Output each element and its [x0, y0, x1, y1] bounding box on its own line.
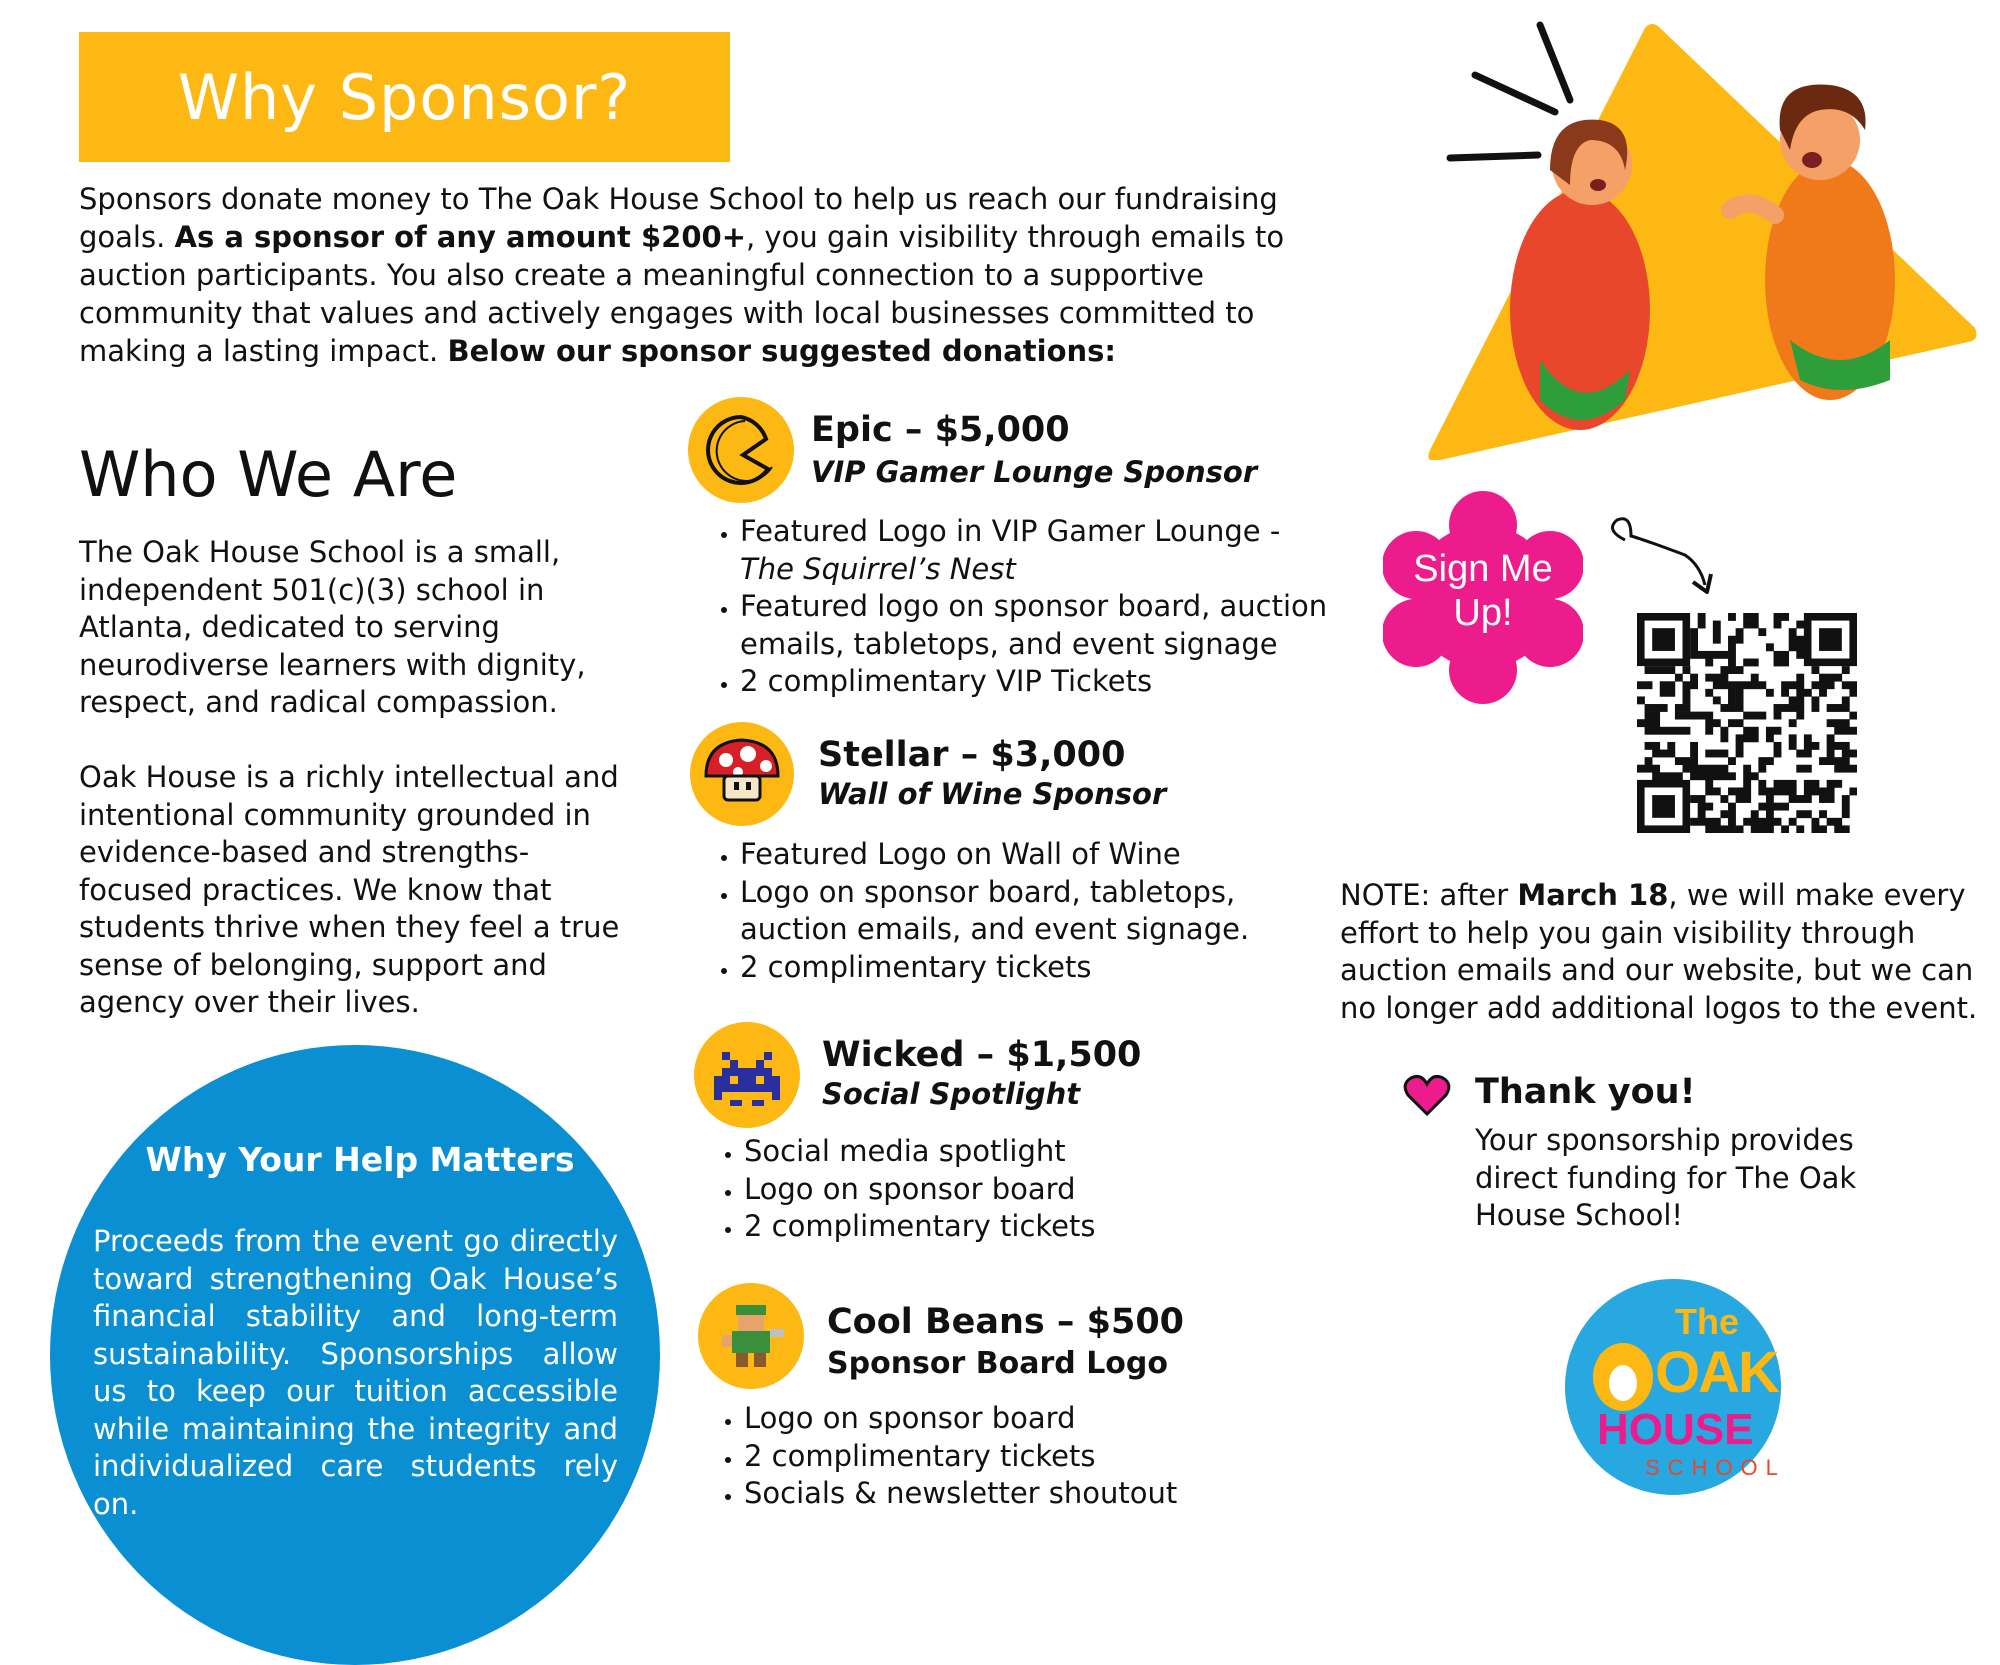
arrow-icon — [1605, 510, 1725, 600]
note-paragraph — [1340, 877, 1980, 1027]
help-matters-heading: Why Your Help Matters — [145, 1140, 575, 1179]
tier-coolbeans-name: Cool Beans – $500 — [827, 1302, 1185, 1342]
pacman-icon — [688, 397, 794, 503]
intro-text-2: , you gain visibility through emails to auction participants. You also create a meaningful connection to a supportive community that values and actively engages with local businesses committed to making a lasting impact. — [79, 220, 1285, 368]
who-we-are-heading: Who We Are — [79, 438, 458, 511]
list-item: • Logo on sponsor board, tabletops, auction emails, and event signage. — [740, 874, 1266, 949]
tier-wicked-benefits — [710, 1133, 1270, 1246]
list-item: • Social media spotlight — [744, 1133, 1270, 1171]
tier-coolbeans-sub: Sponsor Board Logo — [827, 1346, 1169, 1381]
intro-text-1: Sponsors donate money to The Oak House School to help us reach our fundraising goals. — [79, 182, 1278, 254]
list-item: • Featured logo on sponsor board, auction emails, tabletops, and event signage — [740, 588, 1346, 663]
list-item: • Logo on sponsor board — [744, 1400, 1350, 1438]
tier-epic-name: Epic – $5,000 — [811, 410, 1070, 450]
list-item: • 2 complimentary tickets — [744, 1438, 1350, 1476]
list-item: • 2 complimentary tickets — [744, 1208, 1270, 1246]
help-matters-text: Proceeds from the event go directly toward strengthening Oak House’s financial stability and long-term sustainability. Sponsorships allow us to keep our tuition accessible while maintaining the integrity and individualized care students rely on. — [93, 1224, 618, 1521]
tier-wicked-sub: Social Spotlight — [822, 1077, 1081, 1111]
tier-epic-sub: VIP Gamer Lounge Sponsor — [811, 455, 1258, 489]
logo-school: SCHOOL — [1645, 1455, 1786, 1480]
heart-icon — [1403, 1074, 1451, 1118]
squirrels-nest-text: The Squirrel’s Nest — [740, 551, 1016, 586]
list-item: • Featured Logo on Wall of Wine — [740, 836, 1266, 874]
tier-stellar-name: Stellar – $3,000 — [818, 735, 1126, 775]
list-item: • Featured Logo in VIP Gamer Lounge - The Squirrel’s Nest — [740, 513, 1346, 588]
page-title: Why Sponsor? — [177, 60, 632, 134]
list-item: • 2 complimentary tickets — [740, 949, 1266, 987]
thank-you-text: Your sponsorship provides direct funding for The Oak House School! — [1475, 1123, 1857, 1232]
sign-me-up-label-1: Sign Me — [1413, 548, 1553, 590]
thank-you-heading: Thank you! — [1475, 1072, 1696, 1112]
note-date: March 18 — [1517, 878, 1669, 912]
tier-wicked-name: Wicked – $1,500 — [822, 1035, 1142, 1075]
qr-code[interactable] — [1637, 613, 1857, 833]
why-sponsor-banner — [79, 32, 730, 162]
sign-me-up-label-2: Up! — [1453, 592, 1513, 634]
list-item: • Logo on sponsor board — [744, 1171, 1270, 1209]
tier-coolbeans-benefits — [710, 1400, 1350, 1513]
space-invader-icon — [694, 1022, 800, 1128]
who-paragraph-1: The Oak House School is a small, independent 501(c)(3) school in Atlanta, dedicated to serving neurodiverse learners with dignity, respect, and radical compassion. — [79, 535, 586, 719]
pixel-hero-icon — [698, 1283, 804, 1389]
mushroom-icon — [690, 722, 794, 826]
oak-house-logo — [1563, 1277, 1786, 1497]
logo-house: HOUSE — [1597, 1405, 1754, 1454]
who-paragraph-2: Oak House is a richly intellectual and intentional community grounded in evidence-based and strengths-focused practices. We know that students thrive when they feel a true sense of belonging, support and agency over their lives. — [79, 760, 620, 1019]
sign-me-up-button[interactable] — [1383, 485, 1583, 710]
note-suffix: , we will make every effort to help you gain visibility through auction emails and our website, but we can no longer add additional logos to the event. — [1340, 878, 1978, 1025]
note-prefix: NOTE: after — [1340, 878, 1518, 912]
intro-paragraph — [79, 180, 1299, 370]
logo-oak: OAK — [1655, 1340, 1778, 1405]
tier-epic-benefits — [706, 513, 1346, 701]
logo-the: The — [1675, 1301, 1740, 1342]
intro-bold-2: Below our sponsor suggested donations: — [447, 334, 1117, 368]
people-illustration — [1420, 20, 1980, 460]
tier-stellar-benefits — [706, 836, 1266, 986]
list-item: • 2 complimentary VIP Tickets — [740, 663, 1346, 701]
intro-bold-1: As a sponsor of any amount $200+ — [174, 220, 746, 254]
tier-stellar-sub: Wall of Wine Sponsor — [818, 777, 1167, 811]
list-item: • Socials & newsletter shoutout — [744, 1475, 1350, 1513]
